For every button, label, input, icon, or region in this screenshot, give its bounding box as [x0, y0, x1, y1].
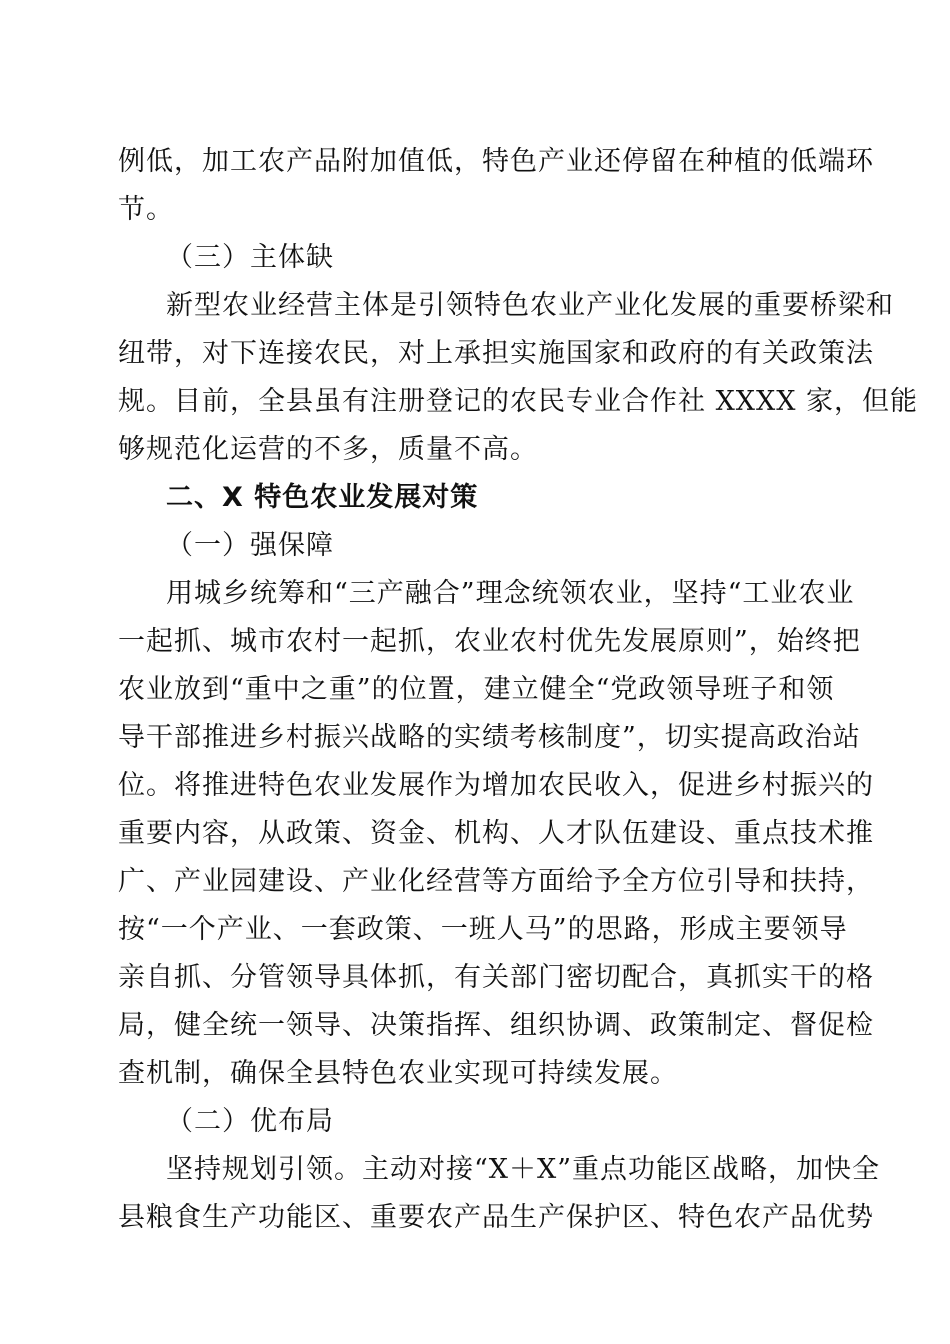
paragraph-line: 查机制，确保全县特色农业实现可持续发展。 — [118, 1058, 678, 1089]
paragraph-line: 局，健全统一领导、决策指挥、组织协调、政策制定、督促检 — [118, 1010, 874, 1041]
paragraph-line: 坚持规划引领。主动对接“X＋X”重点功能区战略，加快全 — [166, 1154, 881, 1185]
section-heading-1: （一）强保障 — [166, 530, 334, 561]
paragraph-line: 节。 — [118, 194, 174, 225]
paragraph-line: 用城乡统筹和“三产融合”理念统领农业，坚持“工业农业 — [166, 578, 855, 609]
paragraph-line: 够规范化运营的不多，质量不高。 — [118, 434, 538, 465]
paragraph-line: 广、产业园建设、产业化经营等方面给予全方位引导和扶持， — [118, 866, 874, 897]
section-heading-2: （二）优布局 — [166, 1106, 334, 1137]
paragraph-line: 重要内容，从政策、资金、机构、人才队伍建设、重点技术推 — [118, 818, 874, 849]
section-heading-main: 二、X 特色农业发展对策 — [166, 482, 479, 513]
paragraph-line: 农业放到“重中之重”的位置，建立健全“党政领导班子和领 — [118, 674, 835, 705]
paragraph-line: 按“一个产业、一套政策、一班人马”的思路，形成主要领导 — [118, 914, 848, 945]
paragraph-line: 亲自抓、分管领导具体抓，有关部门密切配合，真抓实干的格 — [118, 962, 874, 993]
paragraph-line: 位。将推进特色农业发展作为增加农民收入，促进乡村振兴的 — [118, 770, 874, 801]
paragraph-line: 导干部推进乡村振兴战略的实绩考核制度”，切实提高政治站 — [118, 722, 861, 753]
paragraph-line: 县粮食生产功能区、重要农产品生产保护区、特色农产品优势 — [118, 1202, 874, 1233]
paragraph-line: 例低，加工农产品附加值低，特色产业还停留在种植的低端环 — [118, 146, 874, 177]
section-heading-3: （三）主体缺 — [166, 242, 334, 273]
paragraph-line: 一起抓、城市农村一起抓，农业农村优先发展原则”，始终把 — [118, 626, 861, 657]
paragraph-line: 纽带，对下连接农民，对上承担实施国家和政府的有关政策法 — [118, 338, 874, 369]
paragraph-line: 新型农业经营主体是引领特色农业产业化发展的重要桥梁和 — [166, 290, 894, 321]
paragraph-line: 规。目前，全县虽有注册登记的农民专业合作社 XXXX 家，但能 — [118, 386, 919, 417]
